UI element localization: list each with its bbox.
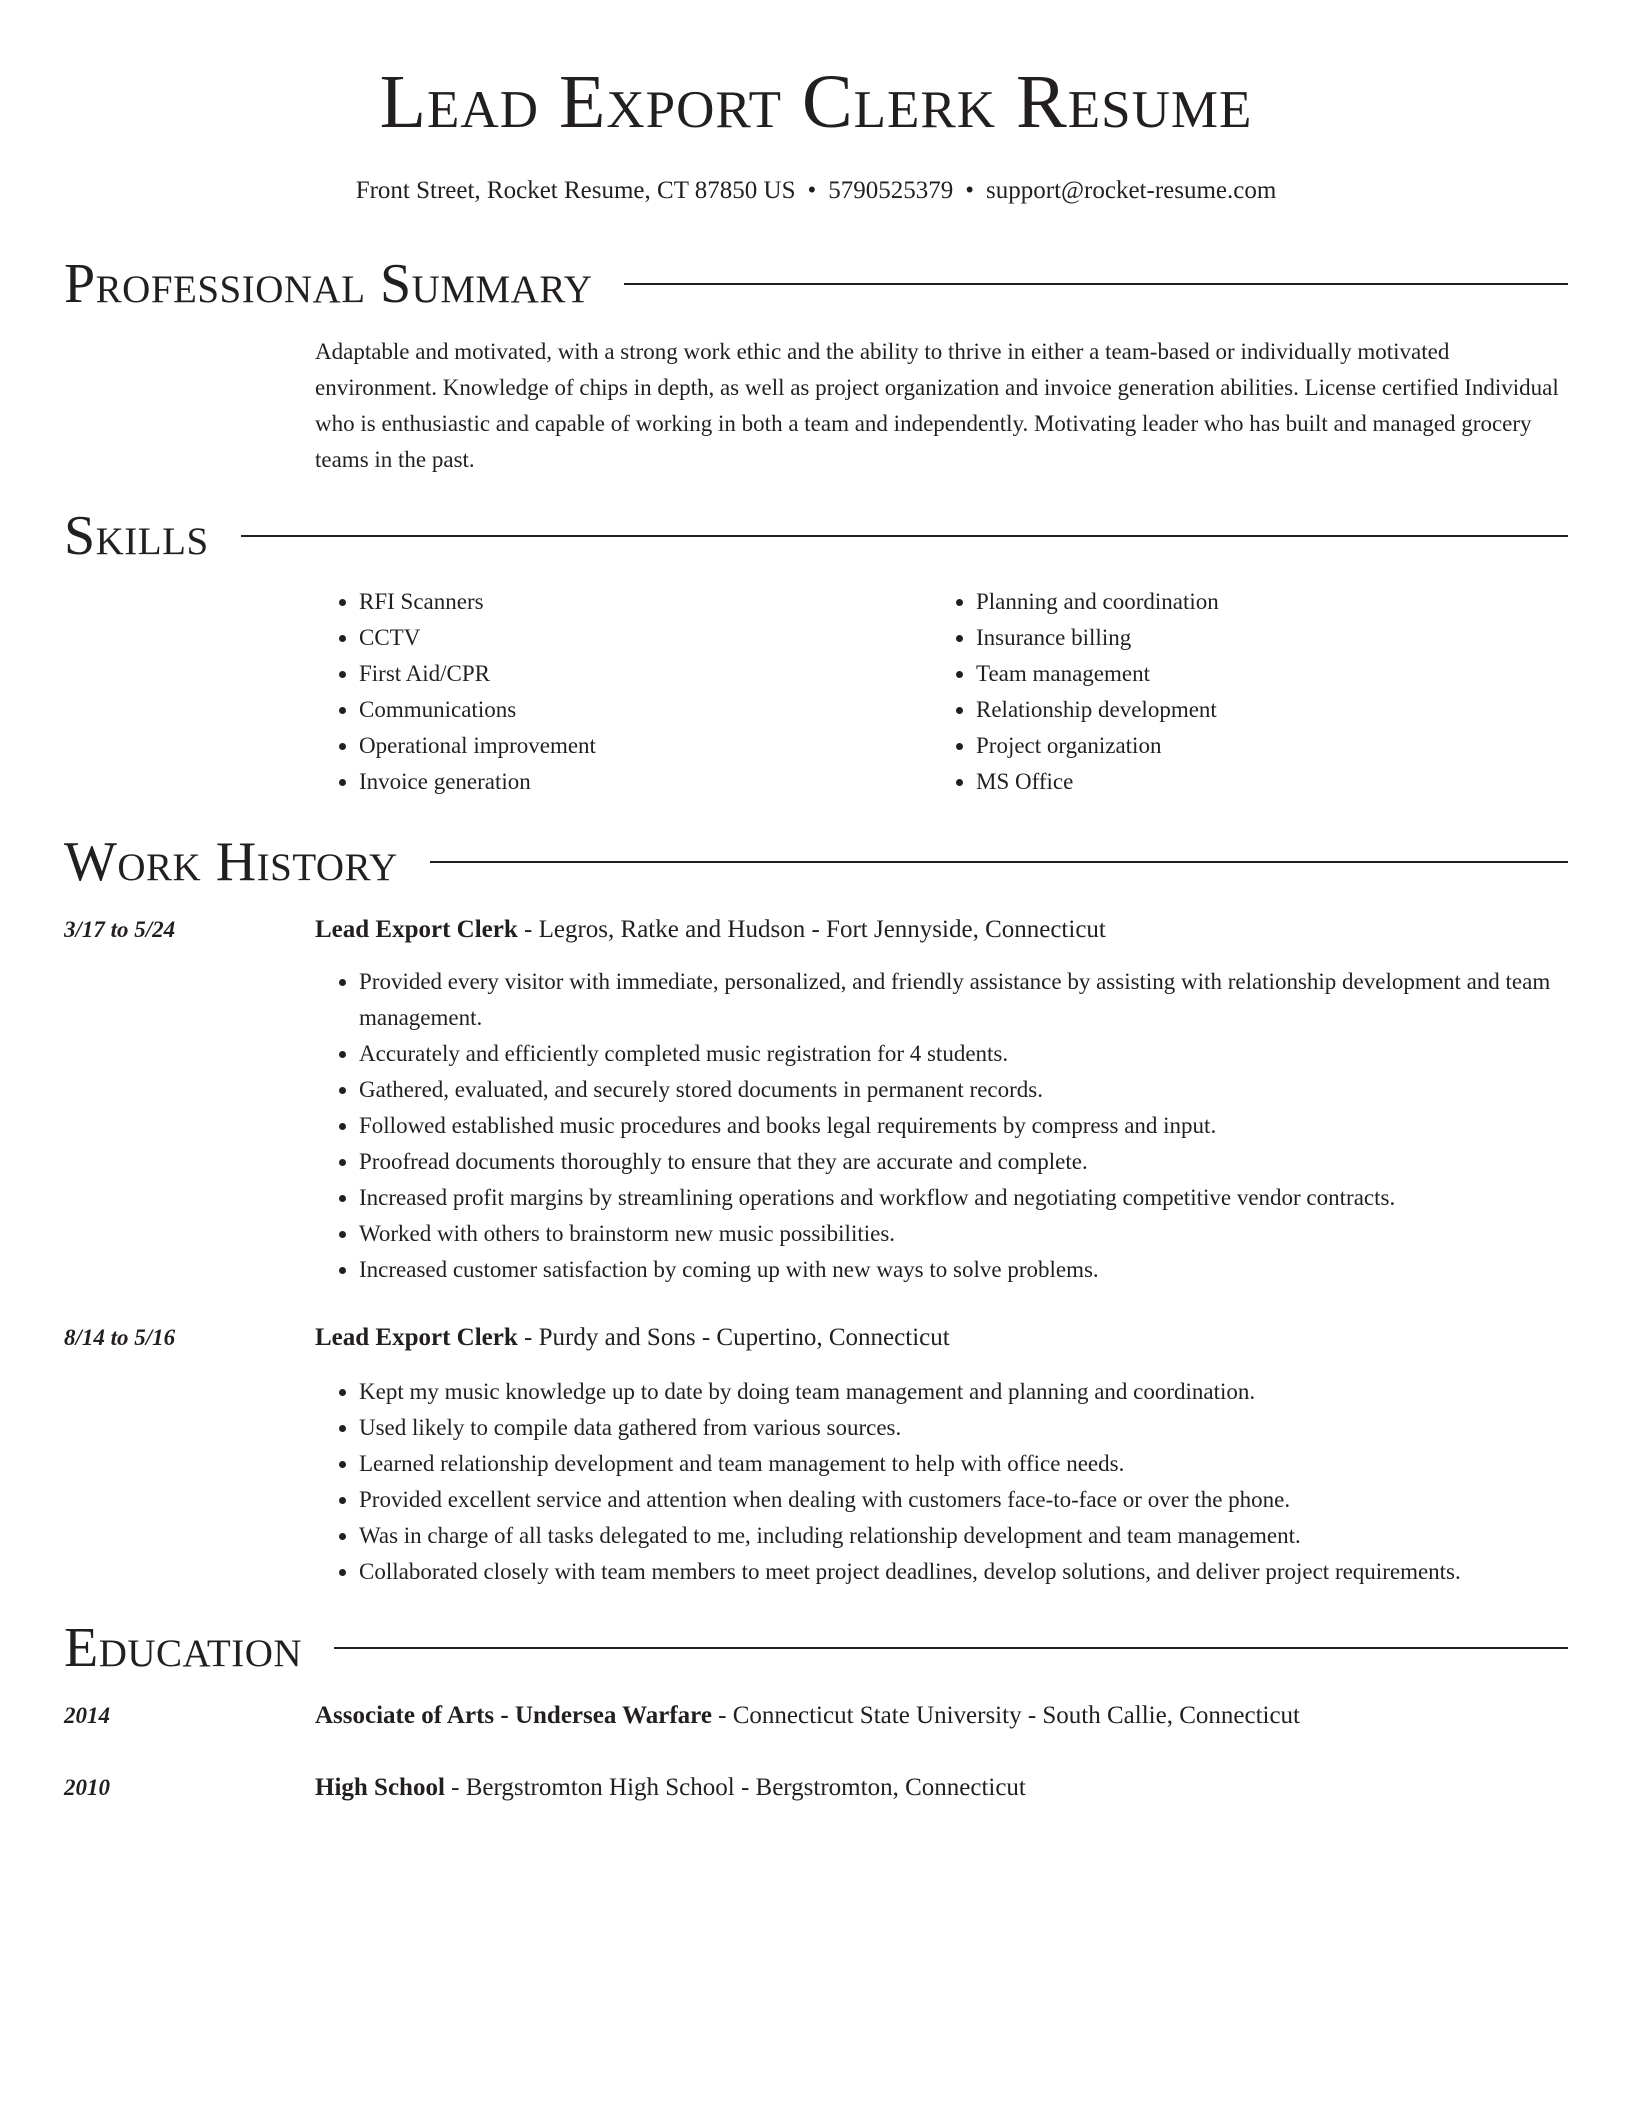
job-title-line — [315, 912, 1568, 948]
skill-item: • Planning and coordination — [976, 584, 1549, 620]
job-dates: 8/14 to 5/16 — [64, 1325, 176, 1350]
job-bullet: • Learned relationship development and team management to help with office needs. — [359, 1446, 1568, 1482]
contact-address: Front Street, Rocket Resume, CT 87850 US — [355, 177, 796, 204]
contact-separator: • — [965, 177, 975, 204]
job-bullet: • Collaborated closely with team members to meet project deadlines, develop solutions, and deliver project requirements. — [359, 1554, 1568, 1590]
section-divider — [430, 861, 1568, 863]
skills-column-right — [932, 584, 1549, 800]
education-year: 2014 — [64, 1703, 110, 1728]
skills-column-left — [315, 584, 932, 800]
job-bullets — [315, 1374, 1568, 1590]
education-school: - Bergstromton High School - Bergstromton, Connecticut — [444, 1774, 1026, 1801]
contact-phone: 5790525379 — [828, 177, 954, 204]
skill-item: • Relationship development — [976, 692, 1549, 728]
work-heading: Work History — [64, 831, 398, 893]
job-bullet: • Worked with others to brainstorm new music possibilities. — [359, 1216, 1568, 1252]
skill-item: • First Aid/CPR — [359, 656, 932, 692]
job-bullet: • Followed established music procedures and books legal requirements by compress and input. — [359, 1108, 1568, 1144]
job-bullet: • Provided excellent service and attention when dealing with customers face-to-face or over the phone. — [359, 1482, 1568, 1518]
skill-item: • Communications — [359, 692, 932, 728]
job-title: Lead Export Clerk — [315, 1324, 518, 1351]
education-section-header — [64, 1616, 1568, 1680]
education-degree: High School — [315, 1774, 445, 1801]
job-bullet: • Kept my music knowledge up to date by doing team management and planning and coordination. — [359, 1374, 1568, 1410]
skill-item: • Team management — [976, 656, 1549, 692]
skills-list — [315, 584, 1568, 800]
contact-separator: • — [807, 177, 817, 204]
education-title-line — [315, 1770, 1568, 1806]
work-section-header — [64, 830, 1568, 894]
skill-item: • RFI Scanners — [359, 584, 932, 620]
job-bullet: • Provided every visitor with immediate, personalized, and friendly assistance by assisting with relationship development and team management. — [359, 964, 1568, 1036]
job-employer: - Purdy and Sons - Cupertino, Connecticut — [517, 1324, 950, 1351]
job-employer: - Legros, Ratke and Hudson - Fort Jennyside, Connecticut — [517, 916, 1106, 943]
job-bullet: • Proofread documents thoroughly to ensure that they are accurate and complete. — [359, 1144, 1568, 1180]
job-bullet: • Accurately and efficiently completed music registration for 4 students. — [359, 1036, 1568, 1072]
skill-item: • CCTV — [359, 620, 932, 656]
summary-section-header — [64, 252, 1568, 316]
skill-item: • Operational improvement — [359, 728, 932, 764]
contact-email: support@rocket-resume.com — [986, 177, 1277, 204]
section-divider — [624, 283, 1568, 285]
job-title-line — [315, 1320, 1568, 1356]
education-year: 2010 — [64, 1775, 110, 1800]
job-bullet: • Increased customer satisfaction by coming up with new ways to solve problems. — [359, 1252, 1568, 1288]
contact-info — [64, 174, 1568, 208]
job-bullet: • Increased profit margins by streamlining operations and workflow and negotiating competitive vendor contracts. — [359, 1180, 1568, 1216]
section-divider — [334, 1647, 1568, 1649]
section-divider — [241, 535, 1568, 537]
skills-section-header — [64, 504, 1568, 568]
skill-item: • Insurance billing — [976, 620, 1549, 656]
skill-item: • MS Office — [976, 764, 1549, 800]
job-bullets — [315, 964, 1568, 1288]
education-heading: Education — [64, 1617, 303, 1679]
job-dates: 3/17 to 5/24 — [64, 917, 176, 942]
resume-title: Lead Export Clerk Resume — [379, 60, 1253, 144]
skill-item: • Invoice generation — [359, 764, 932, 800]
job-title: Lead Export Clerk — [315, 916, 518, 943]
skill-item: • Project organization — [976, 728, 1549, 764]
skills-heading: Skills — [64, 505, 209, 567]
summary-heading: Professional Summary — [64, 253, 593, 315]
job-bullet: • Was in charge of all tasks delegated to me, including relationship development and team management. — [359, 1518, 1568, 1554]
summary-text: Adaptable and motivated, with a strong work ethic and the ability to thrive in either a team-based or individually motivated environment. Knowledge of chips in depth, as well as project organization and invoice generation abilities. License certified Individual who is enthusiastic and capable of working in both a team and independently. Motivating leader who has built and managed grocery teams in the past. — [315, 339, 1559, 472]
job-bullet: • Gathered, evaluated, and securely stored documents in permanent records. — [359, 1072, 1568, 1108]
education-title-line — [315, 1698, 1568, 1734]
job-bullet: • Used likely to compile data gathered from various sources. — [359, 1410, 1568, 1446]
education-school: - Connecticut State University - South Callie, Connecticut — [711, 1702, 1301, 1729]
education-degree: Associate of Arts - Undersea Warfare — [315, 1702, 712, 1729]
